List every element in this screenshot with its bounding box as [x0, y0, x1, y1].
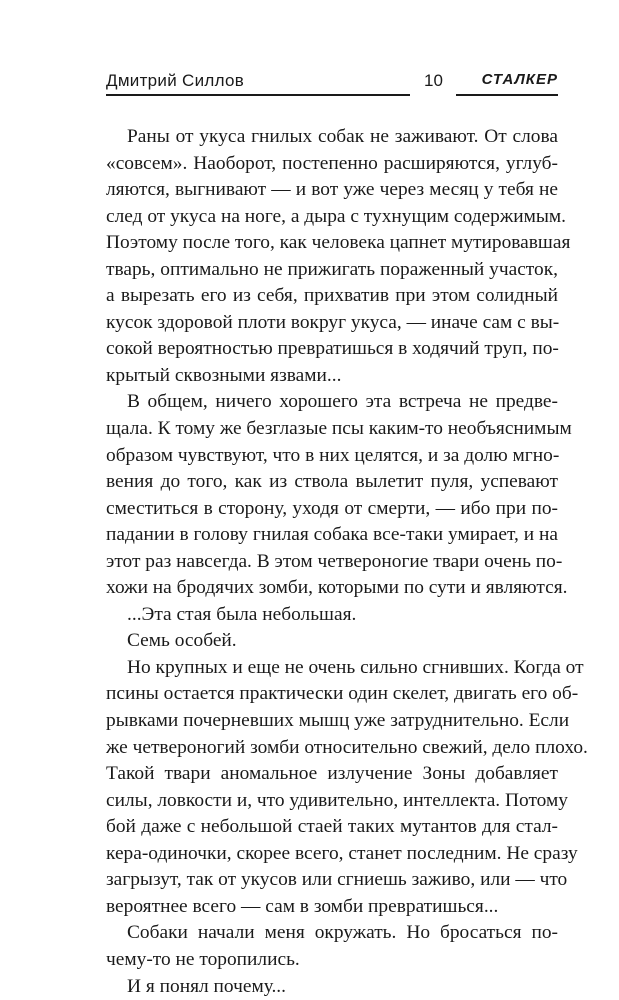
text-line: Раны от укуса гнилых собак не заживают. От слова [127, 126, 558, 147]
header-rule-right [456, 94, 558, 96]
text-line: И я понял почему... [127, 975, 287, 997]
header-rule-left [106, 94, 410, 96]
text-line: В общем, ничего хорошего эта встреча не предве- [127, 391, 558, 413]
paragraph [106, 920, 558, 973]
text-line: кера-одиночки, скорее всего, станет последним. Не сразу [106, 842, 578, 864]
text-line: же четвероногий зомби относительно свежий, дело плохо. [106, 736, 588, 758]
paragraph [106, 124, 571, 389]
text-line: тварь, оптимально не прижигать пораженный участок, [106, 258, 558, 280]
text-line: чему-то не торопились. [106, 948, 300, 970]
text-line: вероятнее всего — сам в зомби превратишься... [106, 895, 499, 917]
author-name: Дмитрий Силлов [106, 71, 245, 90]
series-title: СТАЛКЕР [481, 71, 558, 88]
text-line: псины остается практически один скелет, двигать его об- [106, 683, 579, 705]
text-line: щала. К тому же безглазые псы каким-то необъяснимым [106, 418, 572, 440]
paragraph [106, 602, 558, 629]
text-line: хожи на бродячих зомби, которыми по сути и являются. [106, 577, 568, 599]
text-line: а вырезать его из себя, прихватив при этом солидный [106, 285, 558, 307]
text-line: сокой вероятностью превратишься в ходячий труп, по- [106, 338, 559, 360]
text-line: Семь особей. [127, 630, 237, 652]
text-line: ляются, выгнивают — и вот уже через месяц у тебя не [106, 179, 558, 201]
text-line: «совсем». Наоборот, постепенно расширяются, углуб- [106, 152, 558, 174]
text-line: Поэтому после того, как человека цапнет мутировавшая [106, 232, 571, 254]
paragraph [106, 628, 558, 655]
running-header [106, 66, 558, 100]
text-line: крытый сквозными язвами... [106, 364, 342, 386]
paragraph [106, 655, 588, 920]
text-line: Собаки начали меня окружать. Но бросаться по- [127, 922, 558, 944]
text-line: ...Эта стая была небольшая. [127, 603, 357, 625]
text-line: след от укуса на ноге, а дыра с тухнущим содержимым. [106, 205, 567, 227]
text-line: вения до того, как из ствола вылетит пуля, успевают [106, 471, 558, 493]
text-line: кусок здоровой плоти вокруг укуса, — иначе сам с вы- [106, 311, 560, 333]
text-line: рывками почерневших мышц уже затруднительно. Если [106, 710, 570, 732]
text-line: сместиться в сторону, уходя от смерти, — ибо при по- [106, 497, 558, 519]
paragraph [106, 389, 572, 601]
text-line: бой даже с небольшой стаей таких мутантов для стал- [106, 816, 558, 838]
text-line: загрызут, так от укусов или сгниешь заживо, или — что [106, 869, 568, 891]
paragraph [106, 974, 558, 1000]
text-line: Такой твари аномальное излучение Зоны добавляет [106, 763, 558, 785]
text-line: Но крупных и еще не очень сильно сгнивших. Когда от [127, 656, 584, 678]
text-line: падании в голову гнилая собака все-таки умирает, и на [106, 524, 558, 546]
text-line: силы, ловкости и, что удивительно, интеллекта. Потому [106, 789, 568, 811]
body-text [106, 124, 588, 1000]
text-line: образом чувствуют, что в них целятся, и за долю мгно- [106, 444, 560, 466]
page-number: 10 [424, 71, 443, 90]
text-line: этот раз навсегда. В этом четвероногие твари очень по- [106, 550, 563, 572]
